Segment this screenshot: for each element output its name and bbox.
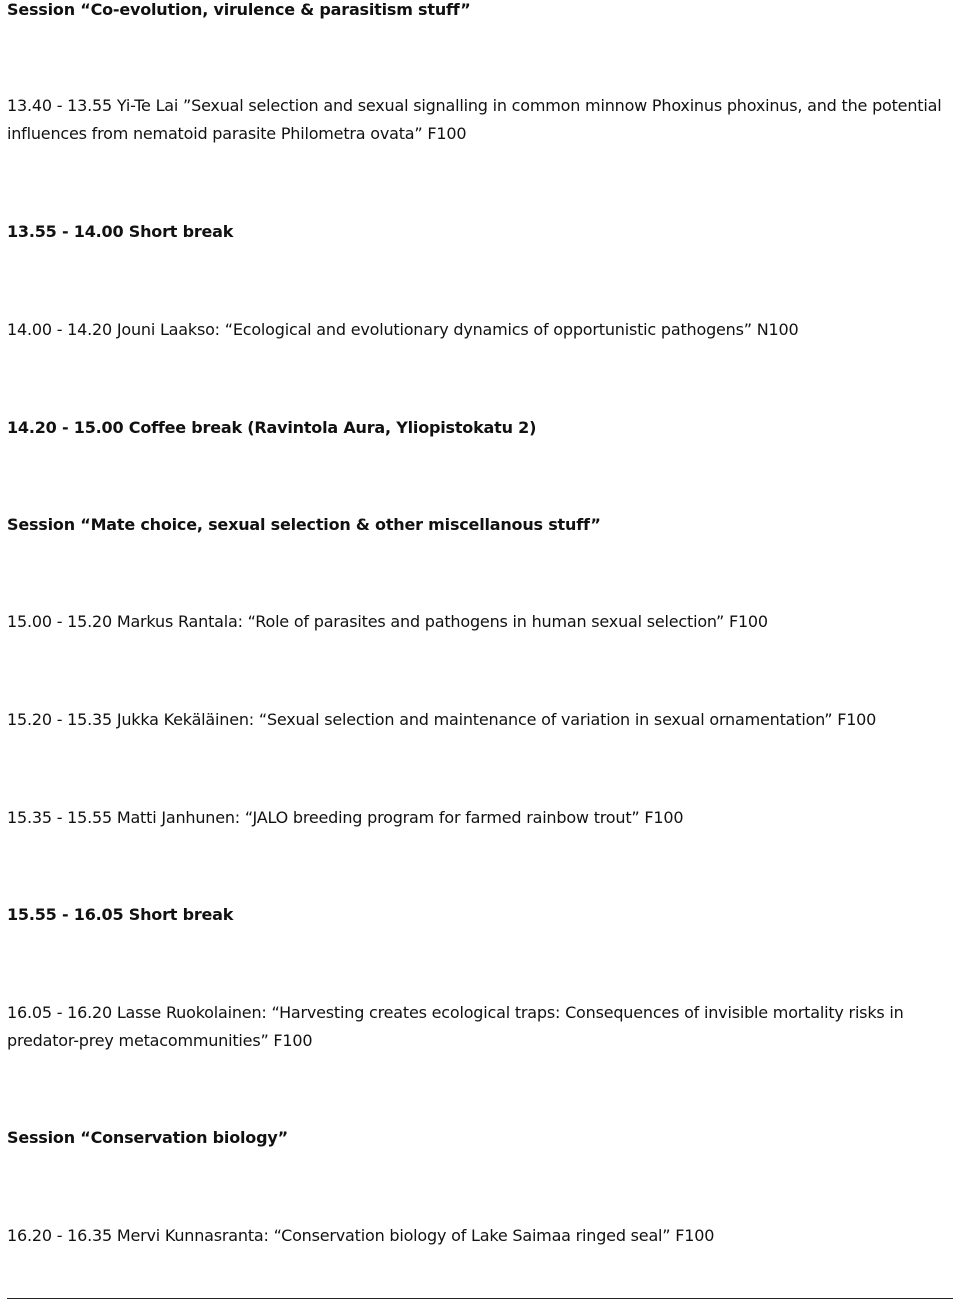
session-heading: Session “Conservation biology” [7, 1128, 288, 1147]
schedule-entry: 15.00 - 15.20 Markus Rantala: “Role of parasites and pathogens in human sexual selection” F100 [7, 612, 768, 631]
page-bottom-divider [7, 1298, 953, 1299]
break-entry: 14.20 - 15.00 Coffee break (Ravintola Aura, Yliopistokatu 2) [7, 418, 537, 437]
schedule-entry: 16.20 - 16.35 Mervi Kunnasranta: “Conservation biology of Lake Saimaa ringed seal” F100 [7, 1226, 715, 1245]
schedule-entry: 13.40 - 13.55 Yi-Te Lai ”Sexual selection and sexual signalling in common minnow Phoxinus phoxinus, and the potential influences from nematoid parasite Philometra ovata” F100 [7, 96, 942, 143]
schedule-entry: 14.00 - 14.20 Jouni Laakso: “Ecological and evolutionary dynamics of opportunistic pathogens” N100 [7, 320, 799, 339]
break-entry: 15.55 - 16.05 Short break [7, 905, 234, 924]
session-heading: Session “Co-evolution, virulence & parasitism stuff” [7, 0, 471, 19]
session-heading: Session “Mate choice, sexual selection & other miscellanous stuff” [7, 515, 601, 534]
schedule-entry: 16.05 - 16.20 Lasse Ruokolainen: “Harvesting creates ecological traps: Consequences of invisible mortality risks in predator-prey metacommunities” F100 [7, 1003, 904, 1050]
break-entry: 13.55 - 14.00 Short break [7, 222, 234, 241]
schedule-entry: 15.35 - 15.55 Matti Janhunen: “JALO breeding program for farmed rainbow trout” F100 [7, 808, 684, 827]
schedule-entry: 15.20 - 15.35 Jukka Kekäläinen: “Sexual selection and maintenance of variation in sexual ornamentation” F100 [7, 710, 877, 729]
